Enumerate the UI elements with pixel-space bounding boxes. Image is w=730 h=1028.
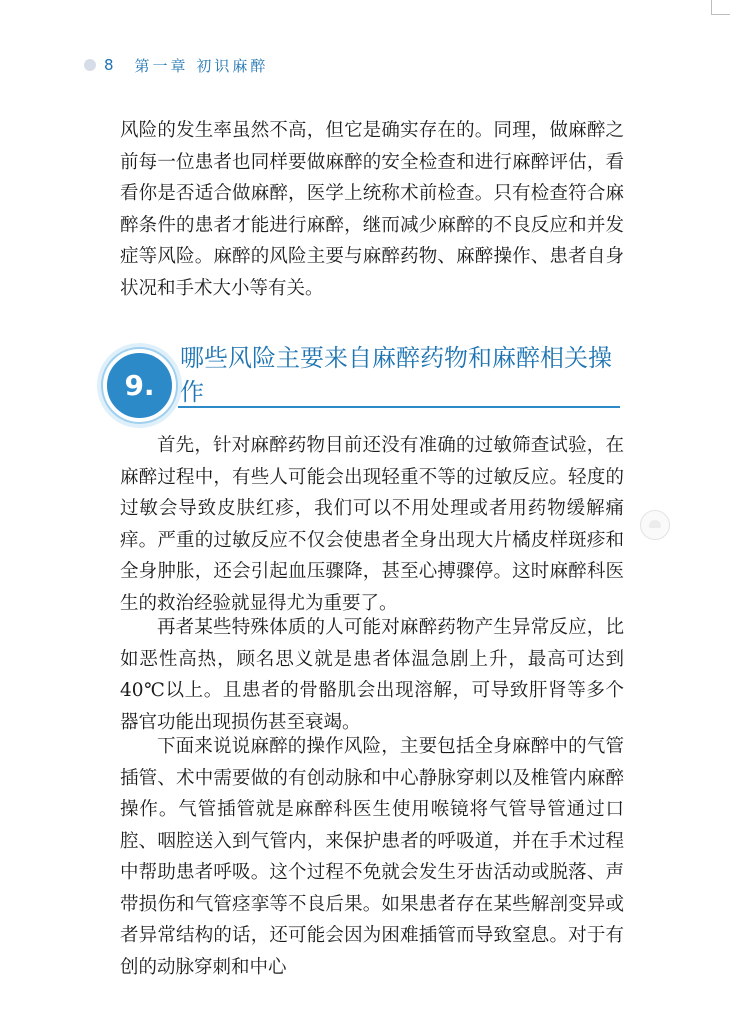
body-paragraph: 风险的发生率虽然不高，但它是确实存在的。同理，做麻醉之前每一位患者也同样要做麻醉的安全检查和进行麻醉评估，看看你是否适合做麻醉，医学上统称术前检查。只有检查符合麻醉条件的患者才能进行麻醉，继而减少麻醉的不良反应和并发症等风险。麻醉的风险主要与麻醉药物、麻醉操作、患者自身状况和手术大小等有关。 [120,120,624,299]
running-header [84,50,268,80]
section-underline [178,406,620,408]
body-paragraph: 首先，针对麻醉药物目前还没有准确的过敏筛查试验，在麻醉过程中，有些人可能会出现轻重不等的过敏反应。轻度的过敏会导致皮肤红疹，我们可以不用处理或者用药物缓解痛痒。严重的过敏反应不仅会使患者全身出现大片橘皮样斑疹和全身肿胀，还会引起血压骤降，甚至心搏骤停。这时麻醉科医生的救治经验就显得尤为重要了。 [120,435,624,614]
section-heading: 哪些风险主要来自麻醉药物和麻醉相关操作 [180,344,612,406]
page-edge-tab-icon [640,510,670,540]
body-paragraph: 下面来说说麻醉的操作风险，主要包括全身麻醉中的气管插管、术中需要做的有创动脉和中心静脉穿刺以及椎管内麻醉操作。气管插管就是麻醉科医生使用喉镜将气管导管通过口腔、咽腔送入到气管内，来保护患者的呼吸道，并在手术过程中帮助患者呼吸。这个过程不免就会发生牙齿活动或脱落、声带损伤和气管痉挛等不良后果。如果患者存在某些解剖变异或者异常结构的话，还可能会因为困难插管而导致窒息。对于有创的动脉穿刺和中心 [120,736,624,978]
chapter-title: 第一章 初识麻醉 [134,56,269,75]
page-number: 8 [104,56,115,74]
body-paragraph: 再者某些特殊体质的人可能对麻醉药物产生异常反应，比如恶性高热，顾名思义就是患者体温急剧上升，最高可达到 40℃以上。且患者的骨骼肌会出现溶解，可导致肝肾等多个器官功能出现损伤甚至衰竭。 [120,617,624,733]
section-number-badge: 9. [103,349,176,422]
header-bullet-icon [84,59,96,71]
crop-mark [711,0,730,15]
